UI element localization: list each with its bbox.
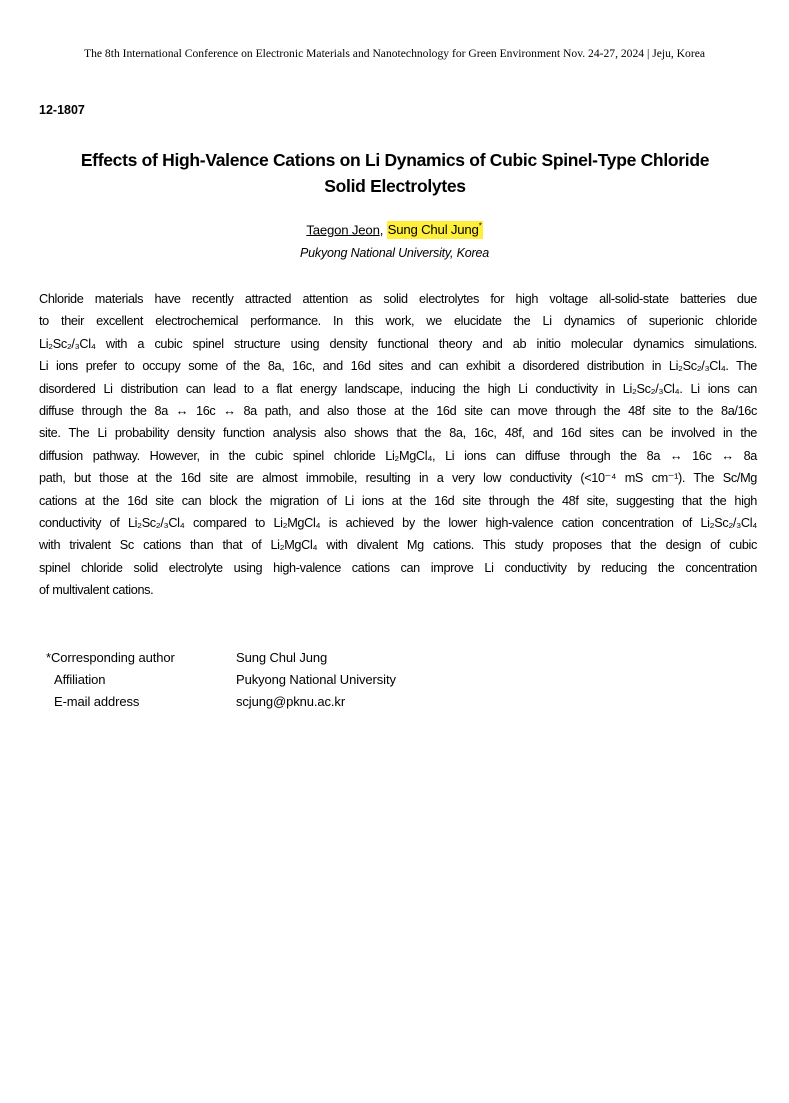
body-line: disordered Li distribution can lead to a flat energy landscape, inducing the high Li conductivity in Li₂Sc₂/₃Cl₄. Li ions can — [39, 381, 757, 396]
contact-label: E-mail address — [54, 694, 140, 709]
body-line: site. The Li probability density function analysis also shows that the 8a, 16c, 48f, and 16d sites can be involved in the — [39, 426, 757, 441]
author-name: Sung Chul Jung — [387, 222, 479, 238]
body-line: cations at the 16d site can block the migration of Li ions at the 16d site through the 48f site, suggesting that the high — [39, 493, 757, 508]
contact-row — [46, 647, 396, 669]
body-line: diffuse through the 8a ↔ 16c ↔ 8a path, and also those at the 16d site can move through the 48f site to the 8a/16c — [39, 403, 757, 418]
body-line: conductivity of Li₂Sc₂/₃Cl₄ compared to Li₂MgCl₄ is achieved by the lower high-valence cation concentration of Li₂Sc₂/₃Cl₄ — [39, 515, 757, 530]
corresponding-author-name — [387, 221, 483, 239]
conference-header: The 8th International Conference on Electronic Materials and Nanotechnology for Green Environment Nov. 24-27, 2024 | Jeju, Korea — [84, 47, 705, 60]
body-line: spinel chloride solid electrolyte using high-valence cations can improve Li conductivity by reducing the concentration — [39, 560, 757, 575]
author-list — [0, 222, 789, 237]
title-line: Effects of High-Valence Cations on Li Dynamics of Cubic Spinel-Type Chloride — [80, 150, 710, 170]
contact-email: scjung@pknu.ac.kr — [236, 694, 346, 709]
body-line: Li₂Sc₂/₃Cl₄ with a cubic spinel structure using density functional theory and ab initio molecular dynamics simulations. — [39, 336, 757, 351]
contact-value: Sung Chul Jung — [236, 650, 328, 665]
body-line: of multivalent cations. — [39, 583, 154, 598]
contact-row — [46, 669, 396, 691]
body-line: Chloride materials have recently attracted attention as solid electrolytes for high voltage all-solid-state batteries due — [39, 292, 757, 306]
corresponding-mark: * — [478, 222, 482, 231]
abstract-body — [39, 288, 757, 601]
body-line: with trivalent Sc cations than that of Li₂MgCl₄ with divalent Mg cations. This study proposes that the design of cubic — [39, 538, 757, 553]
contact-label: *Corresponding author — [46, 650, 175, 665]
contact-value: Pukyong National University — [236, 672, 396, 687]
body-line: path, but those at the 16d site are almost immobile, resulting in a very low conductivity (<10⁻⁴ mS cm⁻¹). The Sc/Mg — [39, 471, 757, 486]
abstract-id: 12-1807 — [39, 103, 85, 117]
title-line: Solid Electrolytes — [324, 176, 466, 196]
contact-row — [46, 691, 396, 713]
contact-label: Affiliation — [54, 672, 106, 687]
body-line: Li ions prefer to occupy some of the 8a, 16c, and 16d sites and can exhibit a disordered distribution in Li₂Sc₂/₃Cl₄. The — [39, 359, 757, 374]
paper-title — [40, 147, 750, 199]
author-separator: , — [379, 222, 387, 238]
affiliation: Pukyong National University, Korea — [300, 246, 489, 260]
author-name: Taegon Jeon — [306, 222, 380, 238]
body-line: diffusion pathway. However, in the cubic spinel chloride Li₂MgCl₄, Li ions can diffuse through the 8a ↔ 16c ↔ 8a — [39, 448, 757, 463]
contact-info — [46, 647, 396, 713]
body-line: to their excellent electrochemical performance. In this work, we elucidate the Li dynamics of superionic chloride — [39, 314, 757, 329]
